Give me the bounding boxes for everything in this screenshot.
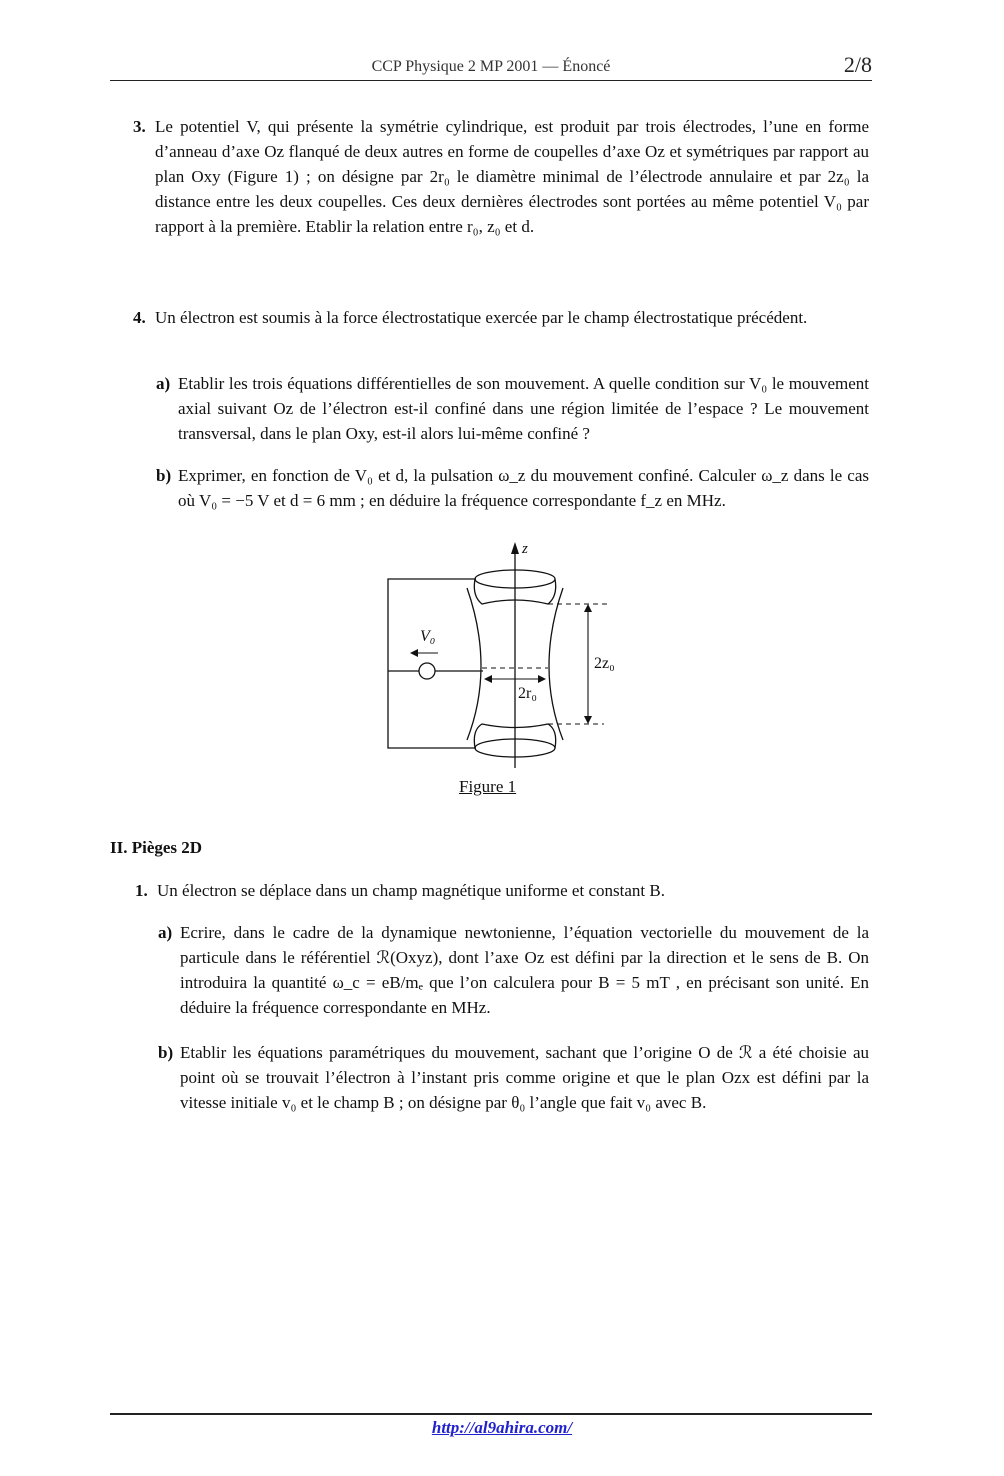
subquestion-text: Exprimer, en fonction de V₀ et d, la pulsation ω_z du mouvement confiné. Calculer ω_z dans le cas où V₀ = −5 V et d = 6 mm ; en déduire la fréquence correspondante f_z en MHz. bbox=[178, 466, 869, 510]
subquestion-text: Ecrire, dans le cadre de la dynamique newtonienne, l’équation vectorielle du mouvement de la particule dans le référentiel ℛ(Oxyz), dont l’axe Oz est défini par la direction et le sens de B. On introduira la quantité ω_c = eB/mₑ que l’on calculera pour B = 5 mT , en précisant son unité. En déduire la fréquence correspondante en MHz. bbox=[180, 923, 869, 1017]
question-number: 1. bbox=[135, 881, 148, 900]
subquestion-text: Etablir les équations paramétriques du mouvement, sachant que l’origine O de ℛ a été choisie au point où se trouvait l’électron à l’instant pris comme origine et que le plan Ozx est défini par la vitesse initiale v₀ et le champ B ; on désigne par θ₀ l’angle que fait v₀ avec B. bbox=[180, 1043, 869, 1112]
figure-caption: Figure 1 bbox=[459, 777, 517, 796]
question-3 bbox=[133, 114, 869, 239]
section2-question-1a bbox=[158, 920, 869, 1020]
z-axis-label: z bbox=[522, 541, 528, 557]
v0-arrow-head bbox=[410, 649, 418, 657]
r0-arrow-left bbox=[484, 675, 492, 683]
circuit-wire-cups bbox=[388, 579, 476, 748]
z0-arrow-bottom bbox=[584, 716, 592, 724]
r0-label: 2r₀ bbox=[518, 685, 537, 702]
page-header bbox=[110, 52, 872, 78]
ring-electrode-left bbox=[467, 588, 481, 740]
z0-label: 2z₀ bbox=[594, 655, 615, 672]
footer-link[interactable]: http://al9ahira.com/ bbox=[431, 1418, 573, 1437]
question-text: Un électron se déplace dans un champ magnétique uniforme et constant B. bbox=[157, 881, 665, 900]
question-4 bbox=[133, 305, 869, 330]
z0-arrow-top bbox=[584, 604, 592, 612]
question-4b bbox=[156, 463, 869, 513]
page-number: 2/8 bbox=[843, 52, 872, 77]
subquestion-label: b) bbox=[156, 466, 172, 485]
subquestion-label: b) bbox=[158, 1043, 174, 1062]
z-axis-arrow bbox=[511, 542, 519, 554]
question-text: Un électron est soumis à la force électrostatique exercée par le champ électrostatique précédent. bbox=[155, 308, 808, 327]
v0-label: V₀ bbox=[420, 628, 436, 645]
section-title: II. Pièges 2D bbox=[110, 838, 203, 857]
question-number: 3. bbox=[133, 117, 146, 136]
r0-arrow-right bbox=[538, 675, 546, 683]
ring-electrode-right bbox=[549, 588, 563, 740]
subquestion-label: a) bbox=[156, 374, 171, 393]
footer-rule bbox=[110, 1413, 872, 1415]
subquestion-text: Etablir les trois équations différentielles de son mouvement. A quelle condition sur V₀ le mouvement axial suivant Oz de l’électron est-il confiné dans une région limitée de l’espace ? Le mouvement transversal, dans le plan Oxy, est-il alors lui-même confiné ? bbox=[178, 374, 869, 443]
header-rule bbox=[110, 80, 872, 81]
section2-question-1b bbox=[158, 1040, 869, 1115]
trap-diagram bbox=[370, 538, 630, 778]
figure-1 bbox=[370, 538, 630, 778]
subquestion-label: a) bbox=[158, 923, 173, 942]
section2-question-1 bbox=[135, 878, 869, 903]
header-title: CCP Physique 2 MP 2001 — Énoncé bbox=[371, 58, 611, 75]
question-number: 4. bbox=[133, 308, 146, 327]
voltage-source-icon bbox=[419, 663, 435, 679]
question-4a bbox=[156, 371, 869, 446]
question-text: Le potentiel V, qui présente la symétrie cylindrique, est produit par trois électrodes, l’une en forme d’anneau d’axe Oz flanqué de deux autres en forme de coupelles d’axe Oz et symétriques par rapport au plan Oxy (Figure 1) ; on désigne par 2r₀ le diamètre minimal de l’électrode annulaire et par 2z₀ la distance entre les deux coupelles. Ces deux dernières électrodes sont portées au même potentiel V₀ par rapport à la première. Etablir la relation entre r₀, z₀ et d. bbox=[155, 117, 869, 236]
